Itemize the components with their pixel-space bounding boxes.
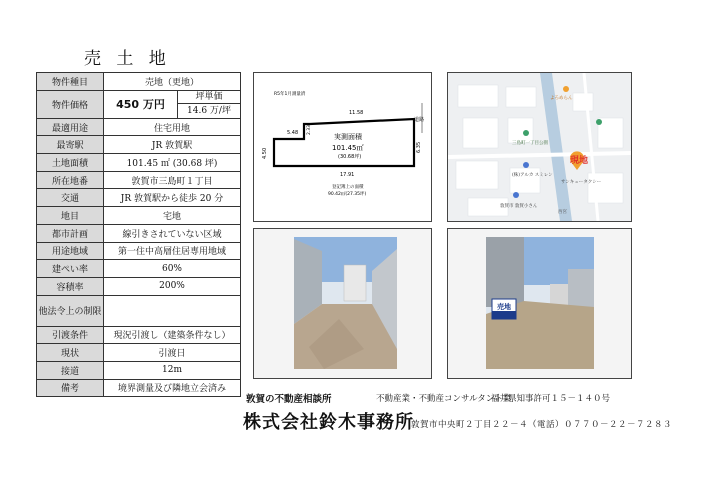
- value: 売地（更地）: [104, 73, 241, 91]
- reg-value: 90.42㎡(27.35坪): [328, 192, 367, 197]
- label: 交通: [37, 189, 104, 207]
- page-title: 売 土 地: [84, 49, 171, 69]
- office-name: 敦賀の不動産相談所: [246, 394, 332, 405]
- row-landcat: [37, 207, 241, 225]
- site-photo-side: [447, 228, 632, 379]
- label: 用途地域: [37, 242, 104, 260]
- sign-text: 売地: [497, 303, 511, 311]
- label: 所在地番: [37, 171, 104, 189]
- poi-pin-icon: [596, 119, 602, 125]
- label: 備考: [37, 379, 104, 397]
- dim-step-h: 2.33: [307, 124, 312, 135]
- label: 他法令上の制限: [37, 295, 104, 326]
- value: 住宅用地: [104, 118, 241, 136]
- label: 現状: [37, 344, 104, 362]
- row-other: [37, 295, 241, 326]
- tsubo-label: 坪単価: [178, 91, 240, 104]
- row-price: [37, 90, 241, 118]
- location-map: [447, 72, 632, 222]
- area-value: 101.45㎡: [332, 144, 364, 152]
- row-station: [37, 136, 241, 154]
- value: JR 敦賀駅: [104, 136, 241, 154]
- value: 60%: [104, 260, 241, 278]
- value: 12m: [104, 361, 241, 379]
- row-zoning: [37, 242, 241, 260]
- label: 物件価格: [37, 90, 104, 118]
- reg-label: 登記簿上の面積: [332, 185, 364, 190]
- dim-right: 6.35: [416, 141, 422, 153]
- label: 容積率: [37, 277, 104, 295]
- value: 200%: [104, 277, 241, 295]
- label: 接道: [37, 361, 104, 379]
- label: 最適用途: [37, 118, 104, 136]
- label: 最寄駅: [37, 136, 104, 154]
- label: 都市計画: [37, 224, 104, 242]
- row-cityplan: [37, 224, 241, 242]
- row-use: [37, 118, 241, 136]
- value: 境界測量及び隣地立会済み: [104, 379, 241, 397]
- value: 引渡日: [104, 344, 241, 362]
- property-table: [36, 72, 241, 397]
- value: [104, 295, 241, 326]
- dim-bottom: 17.91: [340, 172, 355, 178]
- row-type: [37, 73, 241, 91]
- genchi-label: 現地: [570, 156, 589, 166]
- row-bcr: [37, 260, 241, 278]
- poi4-label: サンキュータクシー: [561, 180, 602, 185]
- park-pin-icon: [523, 130, 529, 136]
- row-handover: [37, 326, 241, 344]
- poi-pin-icon: [513, 192, 519, 198]
- label: 土地面積: [37, 154, 104, 172]
- value: 敦賀市三島町１丁目: [104, 171, 241, 189]
- value: 現況引渡し（建築条件なし）: [104, 326, 241, 344]
- poi-pin-icon: [523, 162, 529, 168]
- row-address: [37, 171, 241, 189]
- road-label: 道路: [414, 117, 425, 123]
- value: 宅地: [104, 207, 241, 225]
- label: 地目: [37, 207, 104, 225]
- poi1-label: よろめらん: [550, 96, 573, 101]
- company-name: 株式会社鈴木事務所: [243, 412, 414, 433]
- value: 第一住中高層住居専用地域: [104, 242, 241, 260]
- row-area: [37, 154, 241, 172]
- row-remarks: [37, 379, 241, 397]
- poi3-label: (株)アルカ スミレン: [512, 173, 553, 178]
- row-road: [37, 361, 241, 379]
- dim-step: 5.48: [287, 130, 299, 136]
- area-tsubo: (30.68坪): [338, 154, 362, 160]
- poi6-label: 敦賀市 敦賀小さん: [500, 204, 538, 209]
- value: JR 敦賀駅から徒歩 20 分: [104, 189, 241, 207]
- label: 建ぺい率: [37, 260, 104, 278]
- value: 線引きされていない区域: [104, 224, 241, 242]
- area-label: 実測面積: [334, 133, 362, 141]
- survey-drawing: [253, 72, 432, 222]
- poi5-label: 西宮: [558, 210, 567, 215]
- row-far: [37, 277, 241, 295]
- row-status: [37, 344, 241, 362]
- price-value: 450 万円: [104, 90, 178, 118]
- company-address: 敦賀市中央町２丁目２２－４（電話）０７７０－２２－７２８３: [411, 420, 673, 430]
- license-number: 福井県知事許可１５－１４０号: [491, 394, 611, 404]
- business-type: 不動産業・不動産コンサルタント業: [376, 394, 512, 404]
- site-photo-front: [253, 228, 432, 379]
- dim-top: 11.58: [349, 110, 364, 116]
- poi-pin-icon: [563, 86, 569, 92]
- survey-header: R5年1月測量済: [274, 92, 306, 97]
- row-access: [37, 189, 241, 207]
- label: 物件種目: [37, 73, 104, 91]
- poi2-label: 三島町一丁目公園: [512, 141, 548, 146]
- tsubo-value: 14.6 万/坪: [187, 105, 231, 116]
- value: 101.45 ㎡ (30.68 坪): [104, 154, 241, 172]
- label: 引渡条件: [37, 326, 104, 344]
- dim-left: 4.50: [262, 147, 268, 159]
